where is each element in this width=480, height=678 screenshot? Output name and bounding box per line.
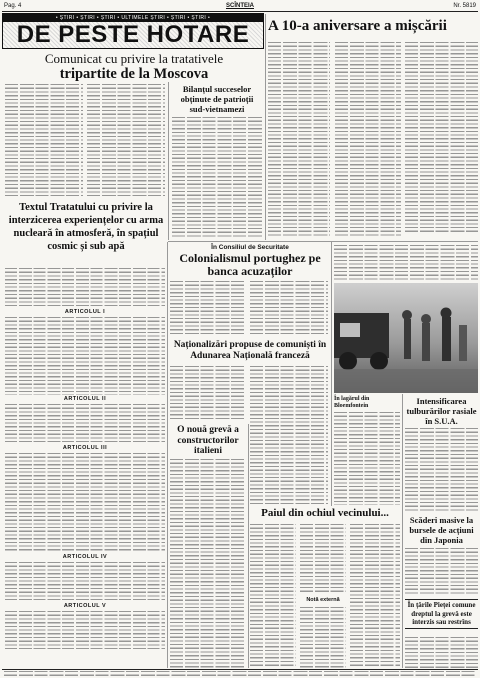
tratat-article-text — [5, 453, 165, 553]
nationalizari-body-col2 — [250, 366, 328, 504]
column-rule — [248, 424, 249, 668]
colonialism-body-col1 — [170, 281, 246, 336]
photo-article-body — [334, 245, 478, 280]
masthead-strip: • ȘTIRI • ȘTIRI • ȘTIRI • ULTIMELE ȘTIRI • ȘTIRI • ȘTIRI • — [3, 14, 263, 22]
tratat-article-label: ARTICOLUL III — [62, 445, 108, 451]
paiul-label: Notă externă — [306, 597, 340, 603]
comunicat-headline-line2: tripartite de la Moscova — [59, 66, 209, 82]
paiul-body-col1 — [250, 524, 296, 668]
column-rule — [167, 242, 168, 668]
photo-caption-body — [334, 412, 400, 505]
tratat-headline: Textul Tratatului cu privire la interzicerea experiențelor cu arma nucleară în atmosferă, în spațiul cosmic și sub apă — [8, 202, 164, 252]
photo-caption: În lagărul din Bloemfontein — [334, 396, 370, 409]
tratat-article-label: ARTICOLUL IV — [62, 554, 108, 560]
news-photo-image — [334, 283, 478, 393]
comunicat-body-col1 — [5, 84, 83, 197]
paiul-body-col3 — [350, 524, 400, 668]
paiul-body-col2b — [300, 607, 346, 668]
colonialism-kicker: În Consiliul de Securitate — [211, 244, 289, 251]
section-masthead — [2, 13, 264, 49]
column-rule — [402, 394, 403, 668]
comunicat-headline-line1: Comunicat cu privire la tratativele — [44, 51, 224, 66]
nationalizari-body-col1 — [170, 366, 246, 421]
bilant-body — [172, 117, 262, 239]
column-rule — [265, 14, 266, 240]
paiul-body-col2 — [300, 524, 346, 594]
tratat-body — [5, 268, 165, 668]
greva-piata-body — [405, 637, 478, 668]
bursa-headline: Scăderi masive la bursele de acțiuni din Japonia — [409, 515, 474, 545]
colonialism-body-col2 — [250, 281, 328, 336]
colonialism-headline: Colonialismul portughez pe banca acuzaților — [179, 251, 321, 278]
tratat-article-label: ARTICOLUL II — [63, 396, 107, 402]
rasiale-body — [405, 428, 478, 512]
aniversare-body-col1 — [268, 42, 330, 238]
masthead-title: DE PESTE HOTARE — [3, 22, 263, 48]
tratat-article-text — [5, 404, 165, 444]
section-rule — [168, 241, 478, 242]
comunicat-body-col2 — [87, 84, 165, 197]
tratat-article-label: ARTICOLUL V — [63, 603, 107, 609]
header-rule — [2, 11, 478, 12]
aniversare-headline: A 10-a aniversare a mișcării — [268, 18, 447, 34]
news-photo — [334, 283, 478, 393]
tratat-intro — [5, 268, 165, 308]
tratat-article-label: ARTICOLUL I — [64, 309, 106, 315]
greva-headline: O nouă grevă a constructorilor italieni — [177, 425, 239, 456]
footer-rule — [2, 669, 478, 670]
tratat-article-text — [5, 562, 165, 602]
aniversare-body-col2 — [335, 42, 401, 238]
column-rule — [331, 242, 332, 506]
bursa-body — [405, 548, 478, 596]
greva-piata-headline: În țările Pieței comune dreptul la grevă este interzis sau restrîns — [405, 599, 478, 629]
tratat-article-text — [5, 611, 165, 651]
aniversare-body-col3 — [405, 42, 478, 232]
greva-body — [170, 459, 246, 668]
tratat-article-text — [5, 317, 165, 395]
bilant-headline: Bilanțul succeselor obținute de patrioții sud-vietnamezi — [180, 84, 254, 114]
nationalizari-headline: Naționalizări propuse de comuniști în Adunarea Națională franceză — [173, 340, 327, 361]
column-rule — [168, 82, 169, 240]
page-number: Pag. 4 — [4, 3, 22, 9]
issue-number: Nr. 5819 — [453, 3, 476, 9]
footer-imprint — [4, 671, 476, 676]
rasiale-headline: Intensificarea tulburărilor rasiale în S.U.A. — [406, 396, 477, 426]
paper-name: SCÎNTEIA — [225, 3, 254, 9]
paiul-headline: Paiul din ochiul vecinului... — [261, 507, 389, 519]
